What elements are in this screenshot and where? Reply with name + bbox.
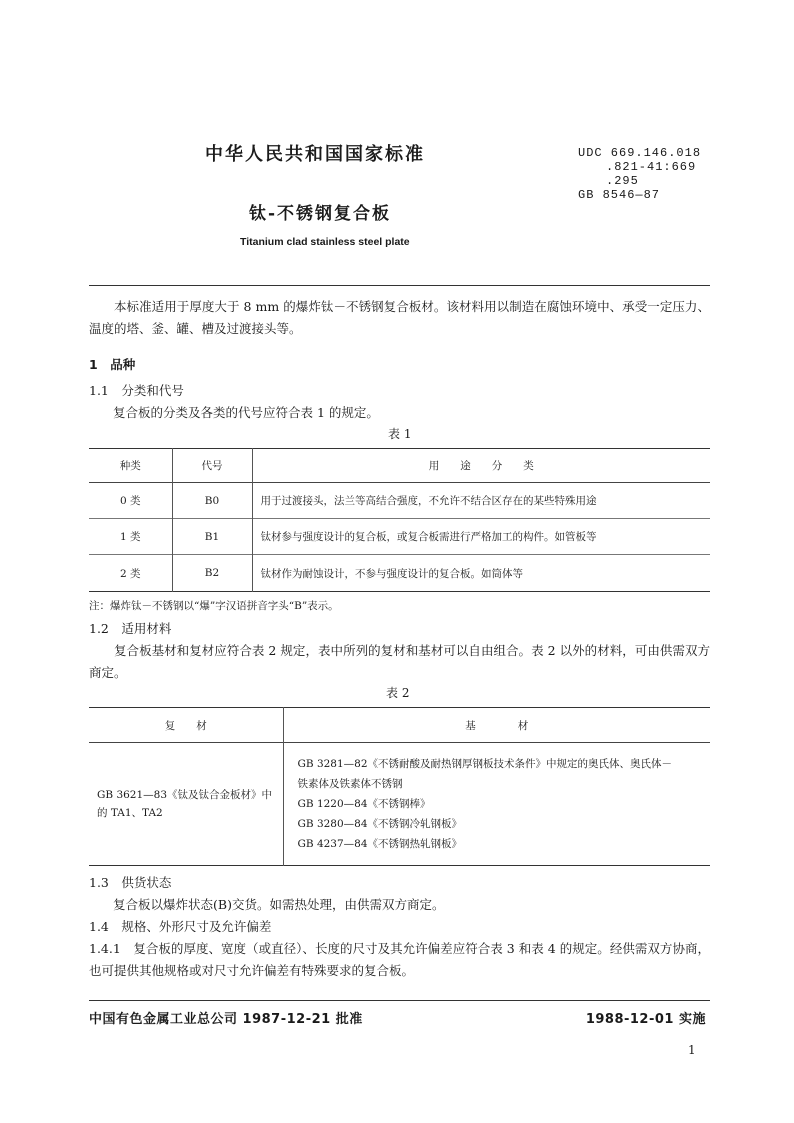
section-1-3-heading: 1.3 供货状态	[89, 875, 172, 890]
table-1	[89, 448, 710, 592]
section-1-3-text: 复合板以爆炸状态(B)交货。如需热处理，由供需双方商定。	[113, 897, 445, 912]
table-2-base-line: 铁素体及铁素体不锈钢	[297, 778, 403, 790]
header-divider	[89, 285, 710, 286]
section-1-1-heading: 1.1 分类和代号	[89, 383, 184, 398]
table-2	[89, 707, 710, 866]
section-1-2-heading: 1.2 适用材料	[89, 621, 172, 636]
table-1-cell-type: 0 类	[89, 483, 172, 519]
table-1-cell-type: 1 类	[89, 519, 172, 555]
table-row	[89, 555, 710, 592]
table-2-base-line: GB 3281—82《不锈耐酸及耐热钢厚钢板技术条件》中规定的奥氏体、奥氏体－	[297, 758, 673, 770]
udc-line-3: .295	[606, 174, 639, 188]
document-title-english: Titanium clad stainless steel plate	[240, 236, 410, 248]
table-1-cell-usage: 用于过渡接头，法兰等高结合强度，不允许不结合区存在的某些特殊用途	[260, 495, 597, 507]
table-1-cell-code: B0	[172, 483, 252, 519]
section-1-heading: 1 品种	[89, 357, 136, 372]
table-2-header-row	[89, 708, 710, 743]
table-1-header-type: 种类	[89, 449, 172, 483]
table-2-cladding-line: GB 3621—83《钛及钛合金板材》中	[97, 789, 273, 801]
table-2-base-line: GB 3280—84《不锈钢冷轧钢板》	[297, 818, 463, 830]
section-1-2-text: 复合板基材和复材应符合表 2 规定，表中所列的复材和基材可以自由组合。表 2 以外的材料，可由供需双方商定。	[89, 643, 710, 680]
table-1-caption: 表 1	[388, 427, 412, 441]
table-1-cell-code: B1	[172, 519, 252, 555]
table-1-note: 注：爆炸钛－不锈钢以“爆”字汉语拼音字头“B”表示。	[89, 600, 339, 612]
table-1-header-usage: 用 途 分 类	[428, 460, 534, 472]
approval-info: 中国有色金属工业总公司 1987-12-21 批准	[89, 1012, 363, 1027]
footer-divider	[89, 1000, 710, 1001]
section-1-4-1-text: 1.4.1 复合板的厚度、宽度（或直径）、长度的尺寸及其允许偏差应符合表 3 和表 4 的规定。经供需双方协商，也可提供其他规格或对尺寸允许偏差有特殊要求的复合板。	[89, 941, 710, 978]
udc-line-2: .821-41:669	[606, 160, 697, 174]
table-2-cell-cladding	[89, 743, 283, 866]
section-1-4-heading: 1.4 规格、外形尺寸及允许偏差	[89, 919, 272, 934]
table-2-header-cladding: 复 材	[89, 708, 283, 743]
table-2-cladding-line: 的 TA1、TA2	[97, 807, 163, 819]
section-1-1-text: 复合板的分类及各类的代号应符合表 1 的规定。	[113, 405, 379, 420]
table-row	[89, 483, 710, 519]
intro-paragraph: 本标准适用于厚度大于 8 mm 的爆炸钛－不锈钢复合板材。该材料用以制造在腐蚀环境中、承受一定压力、温度的塔、釜、罐、槽及过渡接头等。	[89, 299, 710, 336]
document-title: 钛-不锈钢复合板	[249, 204, 392, 224]
table-1-cell-usage: 钛材作为耐蚀设计，不参与强度设计的复合板。如筒体等	[260, 567, 523, 580]
table-2-header-base: 基 材	[465, 719, 529, 732]
table-2-base-line: GB 1220—84《不锈钢棒》	[297, 798, 431, 810]
implementation-date: 1988-12-01 实施	[585, 1012, 706, 1027]
gb-number: GB 8546—87	[578, 188, 661, 202]
table-1-cell-code: B2	[172, 555, 252, 592]
table-2-base-line: GB 4237—84《不锈钢热轧钢板》	[297, 838, 463, 850]
table-1-cell-type: 2 类	[89, 555, 172, 592]
standard-title: 中华人民共和国国家标准	[205, 144, 425, 165]
table-2-caption: 表 2	[386, 686, 410, 700]
table-1-cell-usage: 钛材参与强度设计的复合板，或复合板需进行严格加工的构件。如管板等	[260, 531, 597, 543]
table-row	[89, 519, 710, 555]
table-row	[89, 743, 710, 866]
table-2-cell-base	[283, 743, 710, 866]
table-1-header-row	[89, 449, 710, 483]
table-1-header-code: 代号	[172, 449, 252, 483]
udc-line-1: UDC 669.146.018	[578, 146, 702, 160]
page-number: 1	[688, 1043, 696, 1057]
